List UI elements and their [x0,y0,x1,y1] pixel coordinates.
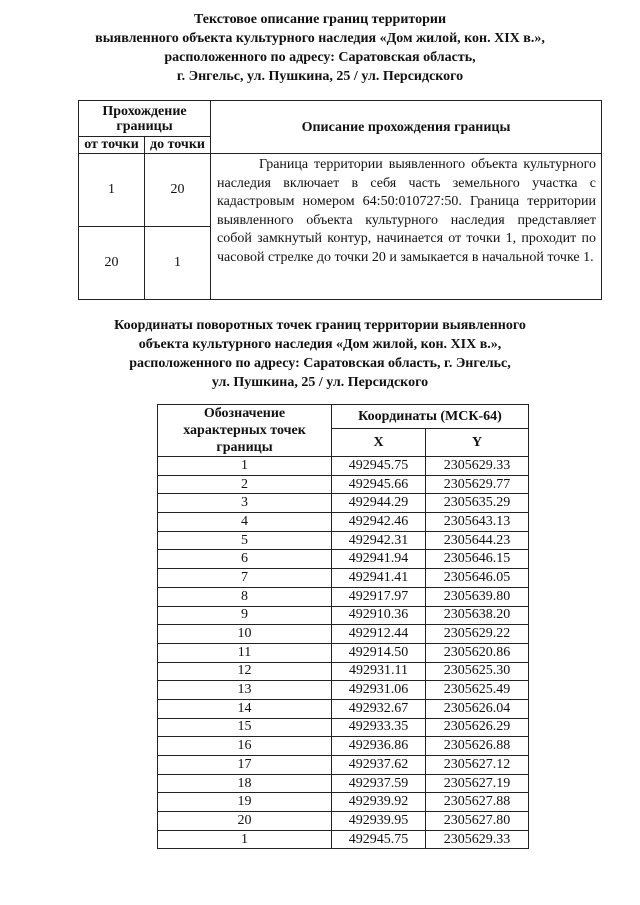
table-row [158,756,529,775]
to-point-cell: 20 [145,154,211,227]
y-coordinate-cell: 2305629.22 [426,625,529,644]
table-row [158,681,529,700]
x-coordinate-cell: 492944.29 [332,494,426,513]
title-line: объекта культурного наследия «Дом жилой, кон. XIX в.», [138,337,502,352]
point-cell: 15 [158,718,332,737]
y-coordinate-cell: 2305626.04 [426,699,529,718]
y-coordinate-cell: 2305639.80 [426,587,529,606]
point-cell: 9 [158,606,332,625]
table-row [158,531,529,550]
table-row [158,569,529,588]
x-coordinate-cell: 492932.67 [332,699,426,718]
point-cell: 19 [158,793,332,812]
point-cell: 1 [158,830,332,849]
x-coordinate-cell: 492945.75 [332,830,426,849]
table-row [158,718,529,737]
x-coordinate-cell: 492942.31 [332,531,426,550]
table-row [158,662,529,681]
x-coordinate-cell: 492945.66 [332,475,426,494]
x-coordinate-cell: 492912.44 [332,625,426,644]
from-point-header: от точки [79,137,145,154]
table-row [158,494,529,513]
description-header: Описание прохождения границы [211,101,602,154]
table-row [158,737,529,756]
passage-header: Прохождение границы [79,101,211,137]
table-row [158,812,529,831]
y-coordinate-cell: 2305620.86 [426,643,529,662]
x-coordinate-cell: 492942.46 [332,513,426,532]
x-coordinate-cell: 492945.75 [332,457,426,476]
x-coordinate-cell: 492933.35 [332,718,426,737]
x-coordinate-cell: 492931.11 [332,662,426,681]
point-cell: 11 [158,643,332,662]
coordinates-title [40,316,600,392]
x-coordinate-cell: 492941.41 [332,569,426,588]
point-cell: 8 [158,587,332,606]
table-row [158,606,529,625]
y-coordinate-cell: 2305629.33 [426,830,529,849]
boundary-passage-table [78,100,602,300]
boundary-description-text: Граница территории выявленного объекта культурного наследия включает в себя часть земельного участка с кадастровым номером 64:50:010727:50. Граница территории выявленного объекта культурного наследия представляет собой замкнутый контур, начинается от точки 1, проходит по часовой стрелке до точки 20 и замыкается в начальной точке 1. [211,154,602,300]
table-row [79,154,602,227]
x-coordinate-cell: 492937.59 [332,774,426,793]
x-coordinate-cell: 492939.95 [332,812,426,831]
point-cell: 12 [158,662,332,681]
table-row [158,699,529,718]
y-coordinate-cell: 2305627.12 [426,756,529,775]
point-cell: 18 [158,774,332,793]
boundary-description-title [40,10,600,86]
y-coordinate-cell: 2305629.33 [426,457,529,476]
x-coordinate-cell: 492917.97 [332,587,426,606]
title-line: Координаты поворотных точек границ территории выявленного [114,318,526,333]
point-cell: 7 [158,569,332,588]
point-cell: 13 [158,681,332,700]
point-cell: 1 [158,457,332,476]
point-cell: 20 [158,812,332,831]
y-coordinate-cell: 2305625.49 [426,681,529,700]
title-line: выявленного объекта культурного наследия «Дом жилой, кон. XIX в.», [95,31,545,46]
table-row [158,830,529,849]
y-coordinate-cell: 2305644.23 [426,531,529,550]
y-coordinate-cell: 2305625.30 [426,662,529,681]
x-coordinate-cell: 492939.92 [332,793,426,812]
from-point-cell: 20 [79,227,145,300]
y-coordinate-cell: 2305643.13 [426,513,529,532]
y-coordinate-cell: 2305646.15 [426,550,529,569]
x-coordinate-cell: 492910.36 [332,606,426,625]
x-header: X [332,429,426,457]
table-row [158,774,529,793]
title-line: расположенного по адресу: Саратовская область, г. Энгельс, [129,356,511,371]
y-coordinate-cell: 2305638.20 [426,606,529,625]
point-cell: 10 [158,625,332,644]
y-coordinate-cell: 2305627.80 [426,812,529,831]
point-cell: 4 [158,513,332,532]
y-coordinate-cell: 2305635.29 [426,494,529,513]
table-row [158,513,529,532]
y-coordinate-cell: 2305626.88 [426,737,529,756]
point-cell: 17 [158,756,332,775]
x-coordinate-cell: 492937.62 [332,756,426,775]
to-point-cell: 1 [145,227,211,300]
table-row [158,643,529,662]
coordinates-table [157,404,529,849]
point-cell: 5 [158,531,332,550]
from-point-cell: 1 [79,154,145,227]
point-cell: 6 [158,550,332,569]
point-cell: 16 [158,737,332,756]
table-row [158,793,529,812]
y-coordinate-cell: 2305629.77 [426,475,529,494]
coordinates-table-body [158,457,529,849]
point-cell: 2 [158,475,332,494]
y-coordinate-cell: 2305626.29 [426,718,529,737]
y-coordinate-cell: 2305627.88 [426,793,529,812]
title-line: ул. Пушкина, 25 / ул. Персидского [211,375,429,390]
title-line: расположенного по адресу: Саратовская область, [164,50,476,65]
table-row [158,625,529,644]
points-header: Обозначение характерных точек границы [158,405,332,457]
to-point-header: до точки [145,137,211,154]
title-line: г. Энгельс, ул. Пушкина, 25 / ул. Персидского [176,69,464,84]
point-cell: 14 [158,699,332,718]
title-line: Текстовое описание границ территории [193,12,447,27]
x-coordinate-cell: 492941.94 [332,550,426,569]
y-coordinate-cell: 2305646.05 [426,569,529,588]
y-header: Y [426,429,529,457]
table-row [158,457,529,476]
table-row [158,587,529,606]
x-coordinate-cell: 492914.50 [332,643,426,662]
x-coordinate-cell: 492931.06 [332,681,426,700]
table-row [158,475,529,494]
y-coordinate-cell: 2305627.19 [426,774,529,793]
table-row [158,550,529,569]
coordinates-header: Координаты (МСК-64) [332,405,529,429]
point-cell: 3 [158,494,332,513]
x-coordinate-cell: 492936.86 [332,737,426,756]
